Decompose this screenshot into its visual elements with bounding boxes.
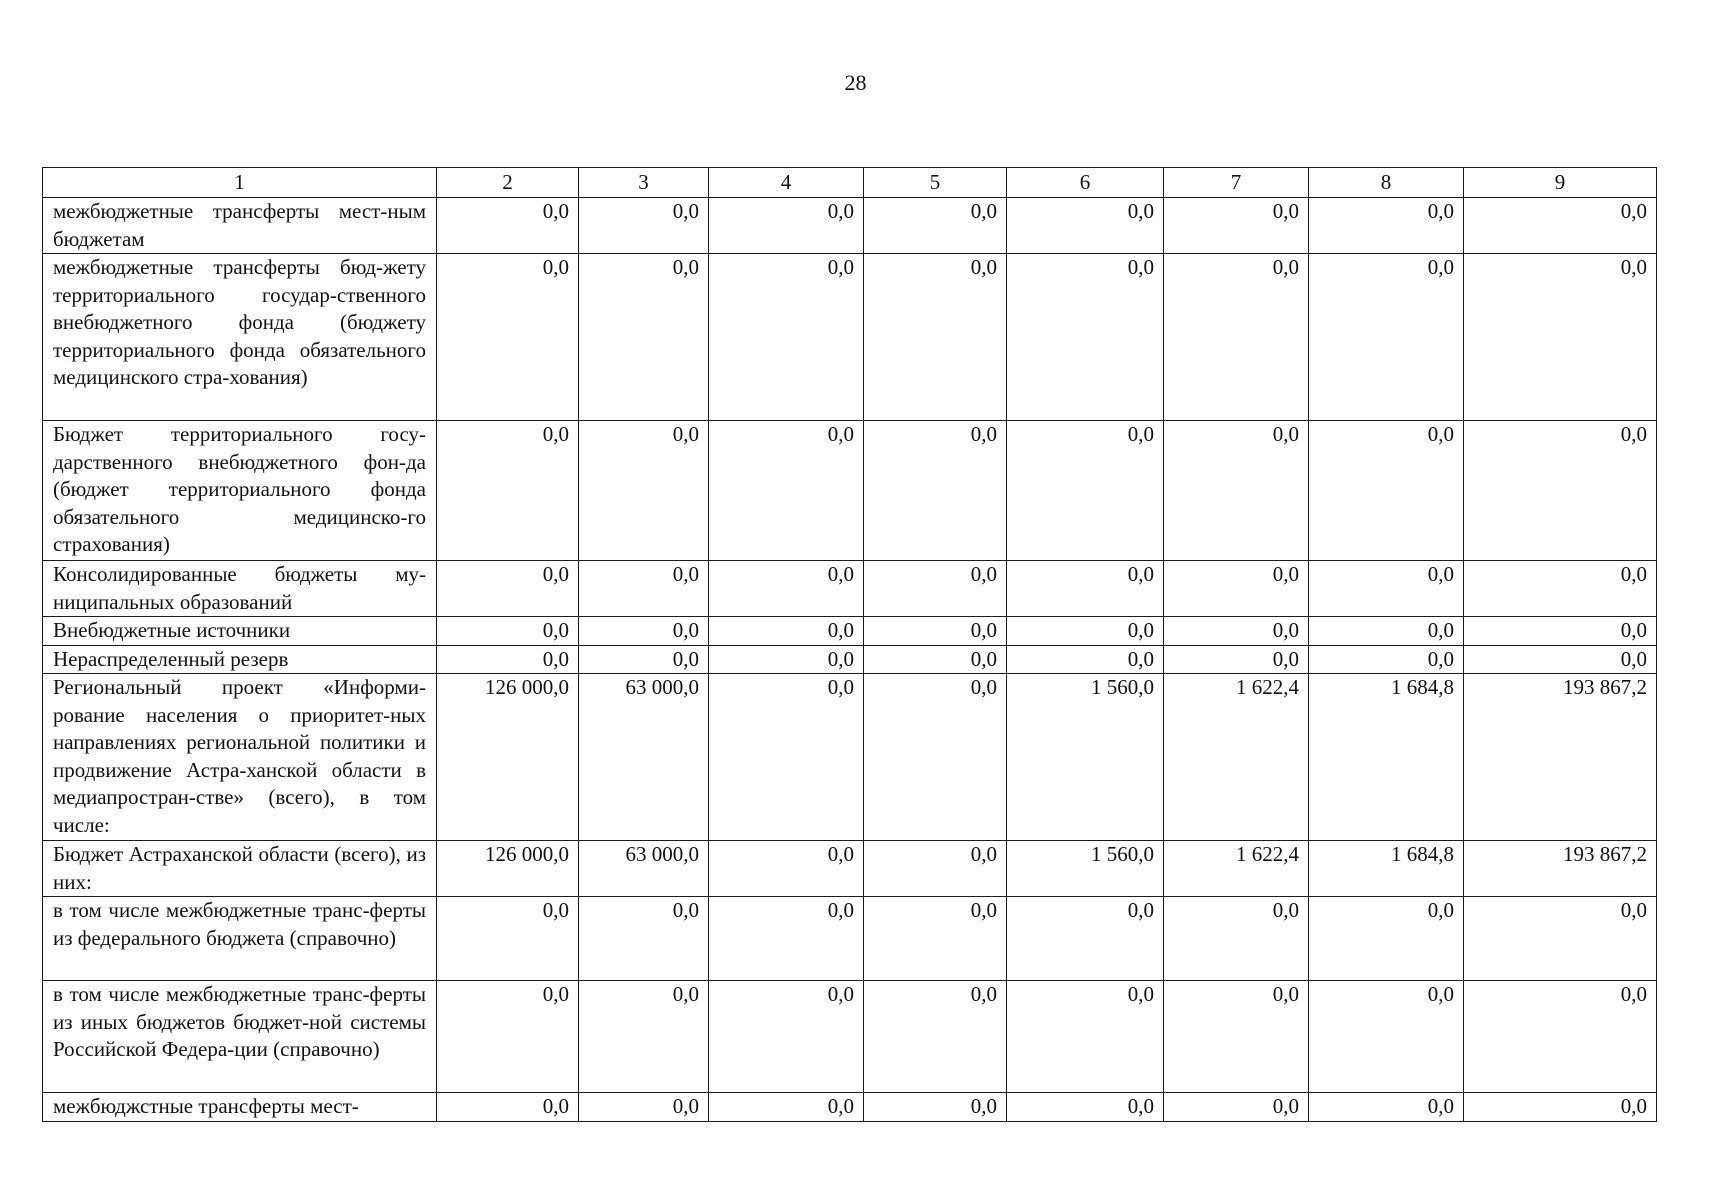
value-cell: 0,0 bbox=[437, 1093, 579, 1122]
value-cell: 0,0 bbox=[1007, 421, 1164, 561]
value-cell: 0,0 bbox=[1464, 254, 1657, 421]
value-cell: 1 622,4 bbox=[1164, 841, 1309, 897]
row-label: Региональный проект «Информи-рование населения о приоритет-ных направлениях региональной политики и продвижение Астра-ханской области в медиапростран-стве» (всего), в том числе: bbox=[43, 674, 437, 841]
value-cell: 0,0 bbox=[1164, 897, 1309, 981]
table-row bbox=[43, 1093, 1657, 1122]
table-row bbox=[43, 254, 1657, 421]
value-cell: 0,0 bbox=[864, 198, 1007, 254]
value-cell: 0,0 bbox=[437, 981, 579, 1093]
value-cell: 0,0 bbox=[1007, 1093, 1164, 1122]
value-cell: 1 622,4 bbox=[1164, 674, 1309, 841]
value-cell: 0,0 bbox=[1007, 981, 1164, 1093]
value-cell: 0,0 bbox=[709, 1093, 864, 1122]
row-label: Бюджет Астраханской области (всего), из них: bbox=[43, 841, 437, 897]
value-cell: 0,0 bbox=[437, 254, 579, 421]
value-cell: 0,0 bbox=[1164, 617, 1309, 646]
value-cell: 0,0 bbox=[864, 897, 1007, 981]
row-label: межбюджстные трансферты мест- bbox=[43, 1093, 437, 1122]
value-cell: 0,0 bbox=[864, 254, 1007, 421]
value-cell: 0,0 bbox=[1464, 421, 1657, 561]
table-row bbox=[43, 674, 1657, 841]
value-cell: 0,0 bbox=[709, 617, 864, 646]
value-cell: 0,0 bbox=[1007, 897, 1164, 981]
table-row bbox=[43, 198, 1657, 254]
value-cell: 0,0 bbox=[709, 561, 864, 617]
value-cell: 0,0 bbox=[579, 254, 709, 421]
table-header bbox=[43, 168, 1657, 198]
table-row bbox=[43, 897, 1657, 981]
value-cell: 1 560,0 bbox=[1007, 674, 1164, 841]
value-cell: 0,0 bbox=[437, 617, 579, 646]
value-cell: 0,0 bbox=[437, 561, 579, 617]
value-cell: 0,0 bbox=[864, 674, 1007, 841]
value-cell: 0,0 bbox=[709, 198, 864, 254]
value-cell: 0,0 bbox=[1164, 561, 1309, 617]
value-cell: 0,0 bbox=[864, 421, 1007, 561]
value-cell: 0,0 bbox=[1464, 1093, 1657, 1122]
value-cell: 0,0 bbox=[1309, 897, 1464, 981]
column-header: 4 bbox=[709, 168, 864, 198]
value-cell: 0,0 bbox=[579, 561, 709, 617]
value-cell: 0,0 bbox=[1164, 421, 1309, 561]
value-cell: 0,0 bbox=[864, 617, 1007, 646]
column-header: 6 bbox=[1007, 168, 1164, 198]
row-label: межбюджетные трансферты бюд-жету территориального государ-ственного внебюджетного фонда (бюджету территориального фонда обязательного медицинского стра-хования) bbox=[43, 254, 437, 421]
value-cell: 0,0 bbox=[437, 198, 579, 254]
value-cell: 0,0 bbox=[709, 841, 864, 897]
value-cell: 1 560,0 bbox=[1007, 841, 1164, 897]
value-cell: 0,0 bbox=[1007, 198, 1164, 254]
value-cell: 1 684,8 bbox=[1309, 841, 1464, 897]
value-cell: 126 000,0 bbox=[437, 674, 579, 841]
value-cell: 0,0 bbox=[709, 421, 864, 561]
column-header: 2 bbox=[437, 168, 579, 198]
value-cell: 0,0 bbox=[1309, 561, 1464, 617]
row-label: Внебюджетные источники bbox=[43, 617, 437, 646]
column-header: 9 bbox=[1464, 168, 1657, 198]
value-cell: 0,0 bbox=[709, 981, 864, 1093]
value-cell: 0,0 bbox=[1464, 561, 1657, 617]
value-cell: 0,0 bbox=[709, 674, 864, 841]
table-row bbox=[43, 617, 1657, 646]
value-cell: 0,0 bbox=[1464, 897, 1657, 981]
value-cell: 1 684,8 bbox=[1309, 674, 1464, 841]
column-header: 5 bbox=[864, 168, 1007, 198]
header-row bbox=[43, 168, 1657, 198]
row-label: Бюджет территориального госу-дарственного внебюджетного фон-да (бюджет территориального фонда обязательного медицинско-го страхования) bbox=[43, 421, 437, 561]
value-cell: 0,0 bbox=[1164, 254, 1309, 421]
value-cell: 0,0 bbox=[1309, 254, 1464, 421]
column-header: 8 bbox=[1309, 168, 1464, 198]
value-cell: 0,0 bbox=[864, 981, 1007, 1093]
value-cell: 0,0 bbox=[864, 841, 1007, 897]
value-cell: 0,0 bbox=[1007, 561, 1164, 617]
value-cell: 0,0 bbox=[579, 1093, 709, 1122]
table-row bbox=[43, 561, 1657, 617]
value-cell: 126 000,0 bbox=[437, 841, 579, 897]
row-label: Нераспределенный резерв bbox=[43, 645, 437, 674]
value-cell: 0,0 bbox=[1309, 645, 1464, 674]
value-cell: 0,0 bbox=[1309, 198, 1464, 254]
value-cell: 0,0 bbox=[709, 897, 864, 981]
value-cell: 0,0 bbox=[1309, 981, 1464, 1093]
value-cell: 0,0 bbox=[579, 421, 709, 561]
value-cell: 0,0 bbox=[1007, 617, 1164, 646]
value-cell: 0,0 bbox=[1464, 198, 1657, 254]
value-cell: 0,0 bbox=[1164, 1093, 1309, 1122]
table-row bbox=[43, 981, 1657, 1093]
value-cell: 0,0 bbox=[579, 981, 709, 1093]
value-cell: 193 867,2 bbox=[1464, 674, 1657, 841]
table-body bbox=[43, 198, 1657, 1122]
column-header: 1 bbox=[43, 168, 437, 198]
row-label: в том числе межбюджетные транс-ферты из иных бюджетов бюджет-ной системы Российской Федера-ции (справочно) bbox=[43, 981, 437, 1093]
value-cell: 0,0 bbox=[437, 421, 579, 561]
table-row bbox=[43, 421, 1657, 561]
value-cell: 0,0 bbox=[864, 561, 1007, 617]
value-cell: 0,0 bbox=[1464, 645, 1657, 674]
value-cell: 63 000,0 bbox=[579, 674, 709, 841]
value-cell: 0,0 bbox=[864, 645, 1007, 674]
value-cell: 0,0 bbox=[1464, 617, 1657, 646]
value-cell: 0,0 bbox=[1464, 981, 1657, 1093]
value-cell: 0,0 bbox=[1309, 421, 1464, 561]
value-cell: 0,0 bbox=[579, 617, 709, 646]
value-cell: 0,0 bbox=[437, 897, 579, 981]
value-cell: 0,0 bbox=[709, 254, 864, 421]
value-cell: 0,0 bbox=[1007, 254, 1164, 421]
value-cell: 193 867,2 bbox=[1464, 841, 1657, 897]
budget-table bbox=[42, 167, 1657, 1122]
value-cell: 0,0 bbox=[709, 645, 864, 674]
value-cell: 0,0 bbox=[1309, 617, 1464, 646]
value-cell: 0,0 bbox=[1164, 198, 1309, 254]
value-cell: 0,0 bbox=[579, 645, 709, 674]
value-cell: 0,0 bbox=[1007, 645, 1164, 674]
column-header: 3 bbox=[579, 168, 709, 198]
row-label: межбюджетные трансферты мест-ным бюджетам bbox=[43, 198, 437, 254]
value-cell: 0,0 bbox=[579, 897, 709, 981]
table-row bbox=[43, 645, 1657, 674]
row-label: Консолидированные бюджеты му-ниципальных образований bbox=[43, 561, 437, 617]
row-label: в том числе межбюджетные транс-ферты из федерального бюджета (справочно) bbox=[43, 897, 437, 981]
value-cell: 0,0 bbox=[1164, 645, 1309, 674]
value-cell: 0,0 bbox=[1309, 1093, 1464, 1122]
value-cell: 0,0 bbox=[864, 1093, 1007, 1122]
column-header: 7 bbox=[1164, 168, 1309, 198]
value-cell: 63 000,0 bbox=[579, 841, 709, 897]
table-row bbox=[43, 841, 1657, 897]
value-cell: 0,0 bbox=[1164, 981, 1309, 1093]
value-cell: 0,0 bbox=[437, 645, 579, 674]
value-cell: 0,0 bbox=[579, 198, 709, 254]
page-number: 28 bbox=[844, 70, 867, 95]
